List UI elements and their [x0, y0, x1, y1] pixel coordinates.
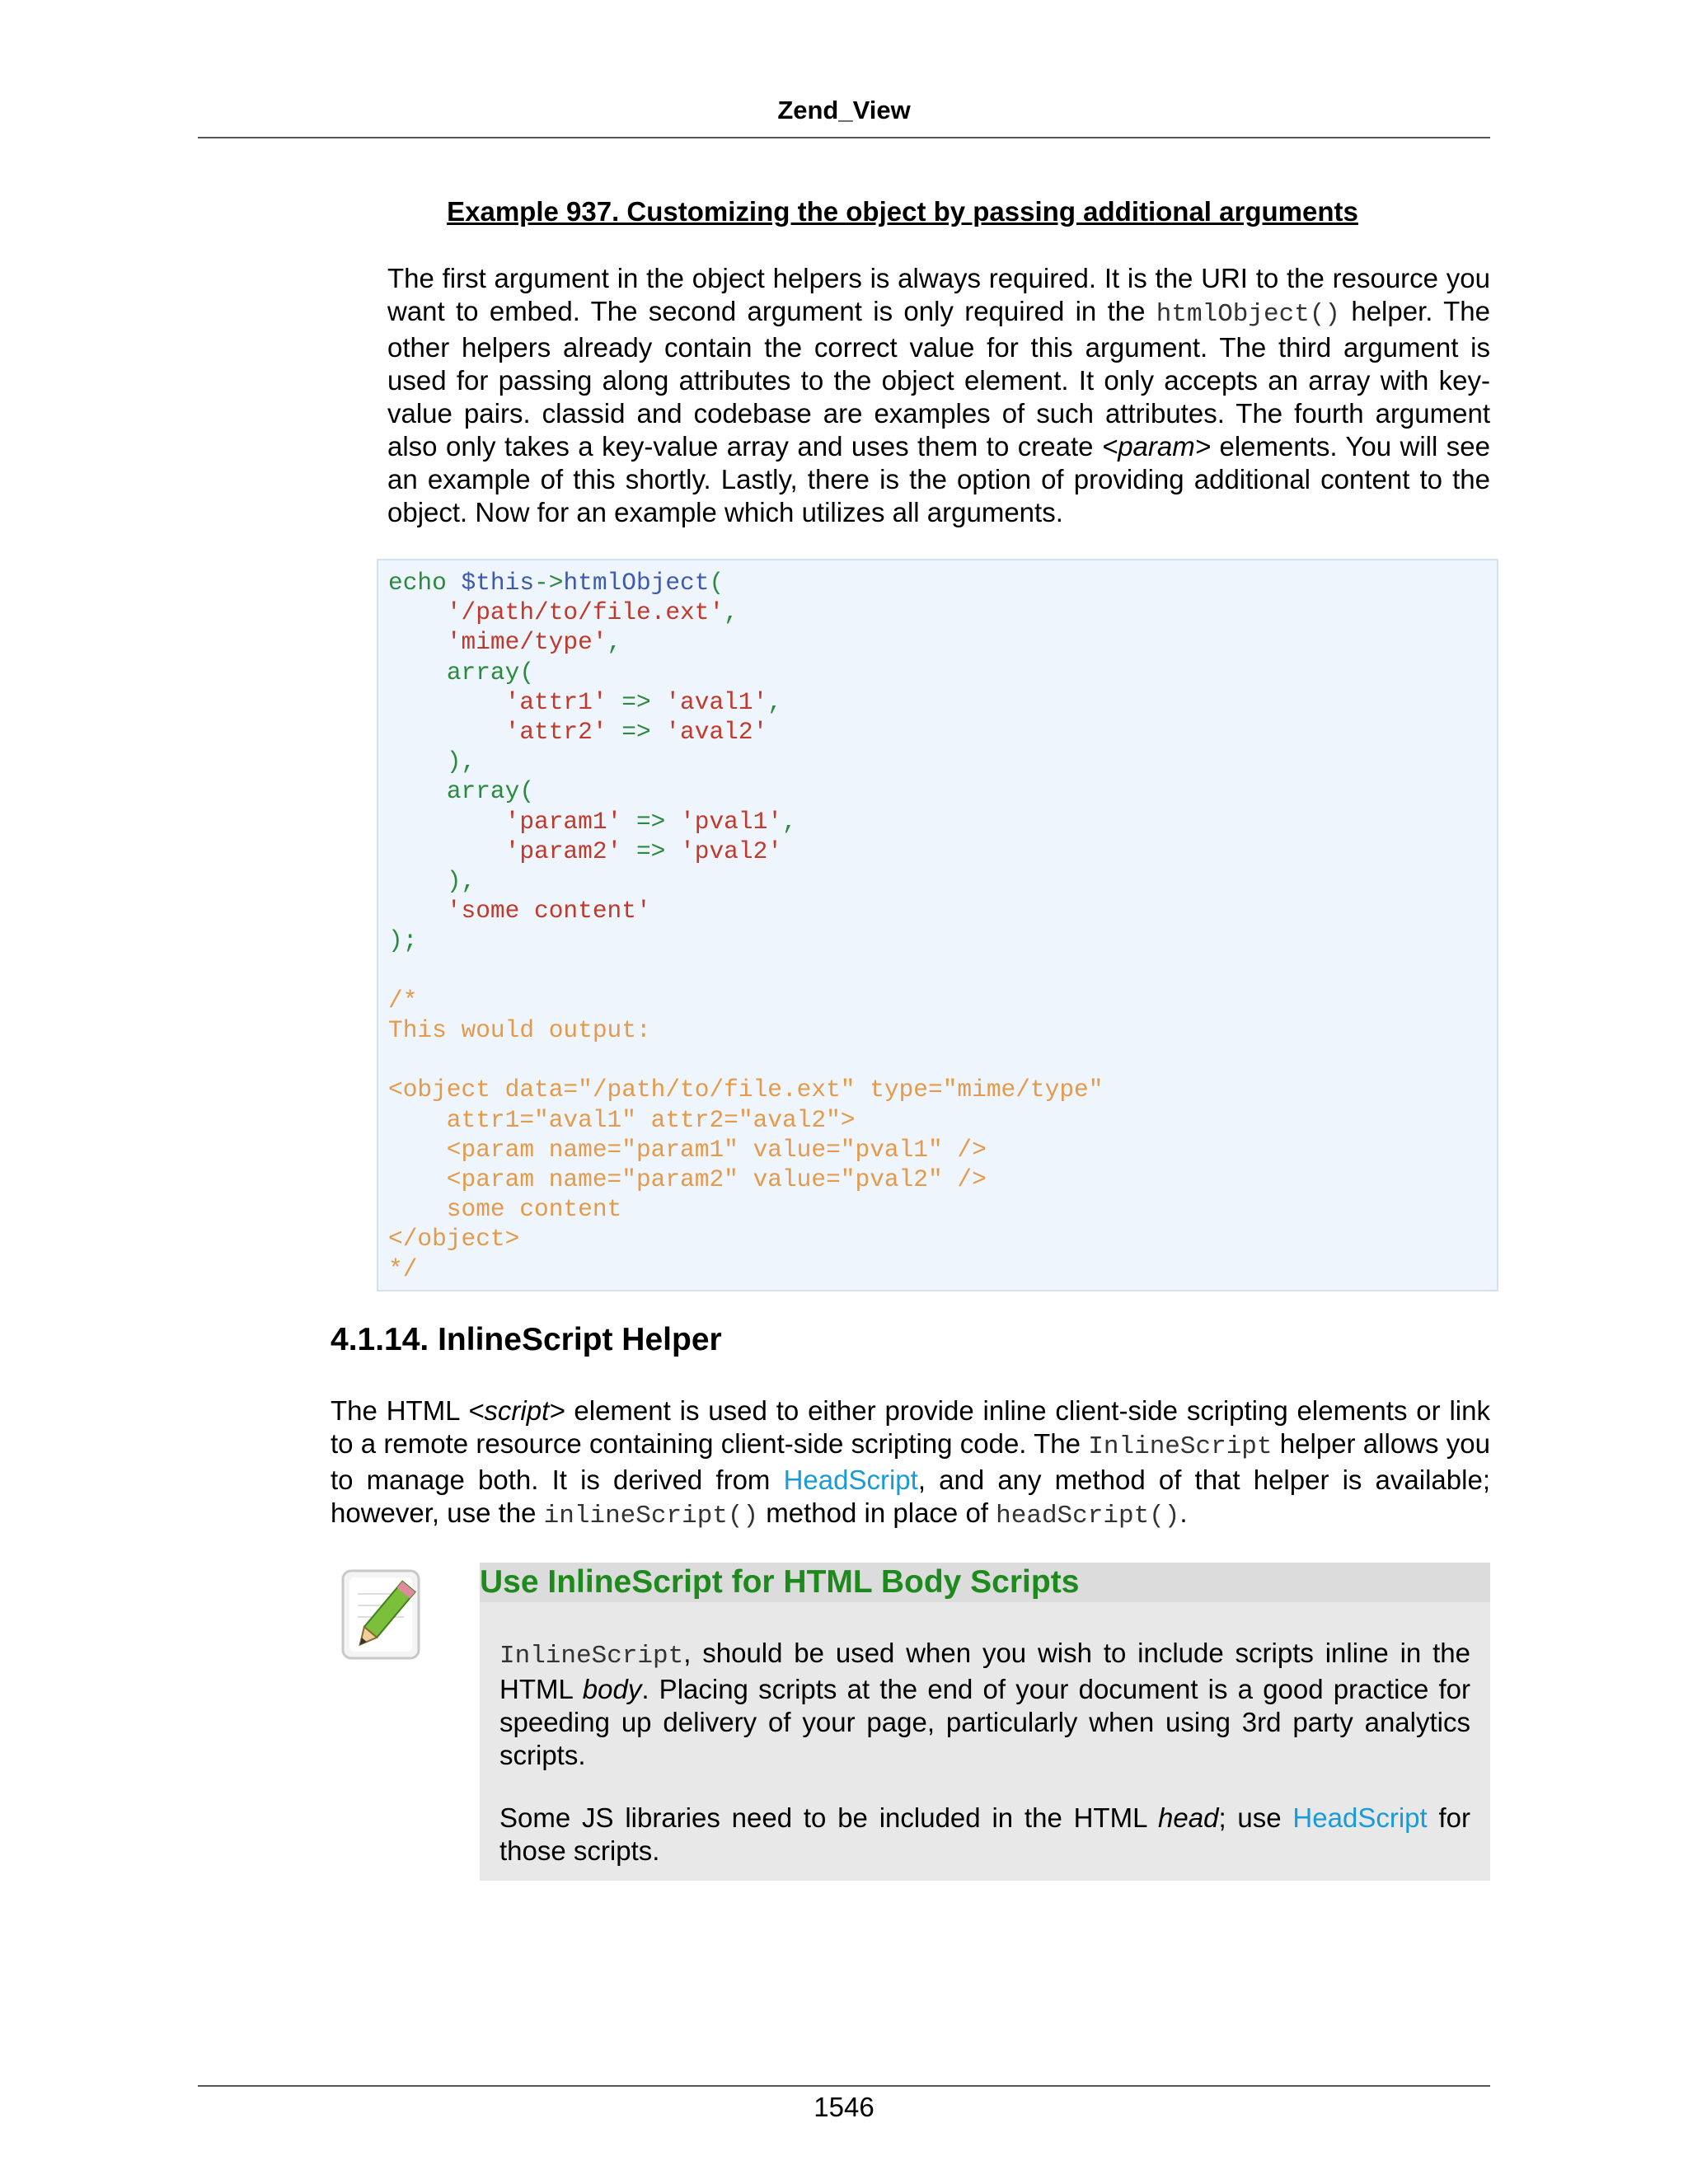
note-title: Use InlineScript for HTML Body Scripts — [480, 1564, 1080, 1600]
pencil-note-icon — [338, 1566, 429, 1665]
running-header: Zend_View — [777, 96, 911, 124]
section-heading: 4.1.14. InlineScript Helper — [331, 1322, 722, 1357]
code-listing — [377, 559, 1498, 1291]
note-paragraph-1: InlineScript, should be used when you wish to include scripts inline in the HTML body. Placing scripts at the end of your document is a good practice for speeding up delivery of your page, particularly when using 3rd party analytics scripts. — [499, 1638, 1470, 1770]
headscript-link[interactable]: HeadScript — [1292, 1802, 1428, 1833]
headscript-link[interactable]: HeadScript — [783, 1465, 918, 1495]
page-number: 1546 — [814, 2092, 874, 2122]
inline-code: htmlObject() — [1156, 300, 1341, 329]
example-title: Example 937. Customizing the object by passing additional arguments — [447, 196, 1358, 227]
code-comment: /* This would output: <object data="/path/to/file.ext" type="mime/type" attr1="aval1" attr2="aval2"> <param name="param1" value="pval1" /> <param name="param2" value="pval2" /> some content </object> */ — [388, 986, 1104, 1283]
code-text: echo $this->htmlObject( '/path/to/file.ext', 'mime/type', array( 'attr1' => 'aval1', 'attr2' => 'aval2' ), array( 'param1' => 'pval1', 'param2' => 'pval2' ), 'some content' ); /* This would output: <object data="/path/to/file.ext" type="mime/type" attr1="aval1" attr2="aval2"> <param name="param1" value="pval1" /> <param name="param2" value="pval2" /> some content </object> */ — [388, 569, 1104, 1283]
header-rule — [198, 137, 1490, 138]
param-element-name: <param> — [1101, 431, 1212, 462]
section-paragraph: The HTML <script> element is used to either provide inline client-side scripting elements or link to a remote resource containing client-side scripting code. The InlineScript helper allows you to manage both. It is derived from HeadScript, and any method of that helper is available; however, use the inlineScript() method in place of headScript(). — [331, 1395, 1490, 1530]
footer-rule — [198, 2085, 1490, 2087]
note-paragraph-2: Some JS libraries need to be included in the HTML head; use HeadScript for those scripts. — [499, 1802, 1470, 1866]
example-intro-paragraph: The first argument in the object helpers is always required. It is the URI to the resource you want to embed. The second argument is only required in the htmlObject() helper. The other helpers already contain the correct value for this argument. The third argument is used for passing along attributes to the object element. It only accepts an array with key-value pairs. classid and codebase are examples of such attributes. The fourth argument also only takes a key-value array and uses them to create <param> elements. You will see an example of this shortly. Lastly, there is the option of providing additional content to the object. Now for an example which utilizes all arguments. — [387, 263, 1490, 527]
